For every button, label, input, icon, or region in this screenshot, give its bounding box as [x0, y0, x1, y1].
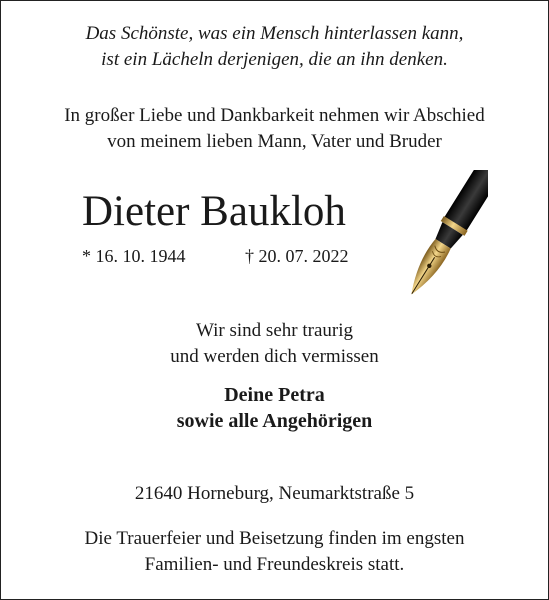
signature	[0, 382, 549, 434]
intro-line-1: In großer Liebe und Dankbarkeit nehmen wir Abschied	[64, 105, 485, 126]
condolence-message	[0, 318, 549, 370]
funeral-line-1: Die Trauerfeier und Beisetzung finden im engsten	[84, 528, 465, 549]
message-line-1: Wir sind sehr traurig	[195, 320, 353, 341]
deceased-name: Dieter Baukloh	[82, 188, 346, 235]
death-date: † 20. 07. 2022	[245, 246, 349, 266]
motto-quote	[0, 21, 549, 73]
signature-line-2: sowie alle Angehörigen	[176, 410, 373, 432]
birth-date: * 16. 10. 1944	[82, 246, 186, 266]
intro-line-2: von meinem lieben Mann, Vater und Bruder	[107, 131, 442, 152]
funeral-notice	[0, 526, 549, 578]
intro-text	[0, 103, 549, 155]
motto-line-2: ist ein Lächeln derjenigen, die an ihn denken.	[101, 49, 448, 70]
address: 21640 Horneburg, Neumarktstraße 5	[134, 483, 415, 504]
message-line-2: und werden dich vermissen	[170, 346, 379, 367]
funeral-line-2: Familien- und Freundeskreis statt.	[144, 554, 405, 575]
signature-line-1: Deine Petra	[224, 384, 325, 406]
motto-line-1: Das Schönste, was ein Mensch hinterlassen kann,	[85, 23, 464, 44]
fountain-pen-icon	[388, 170, 488, 330]
